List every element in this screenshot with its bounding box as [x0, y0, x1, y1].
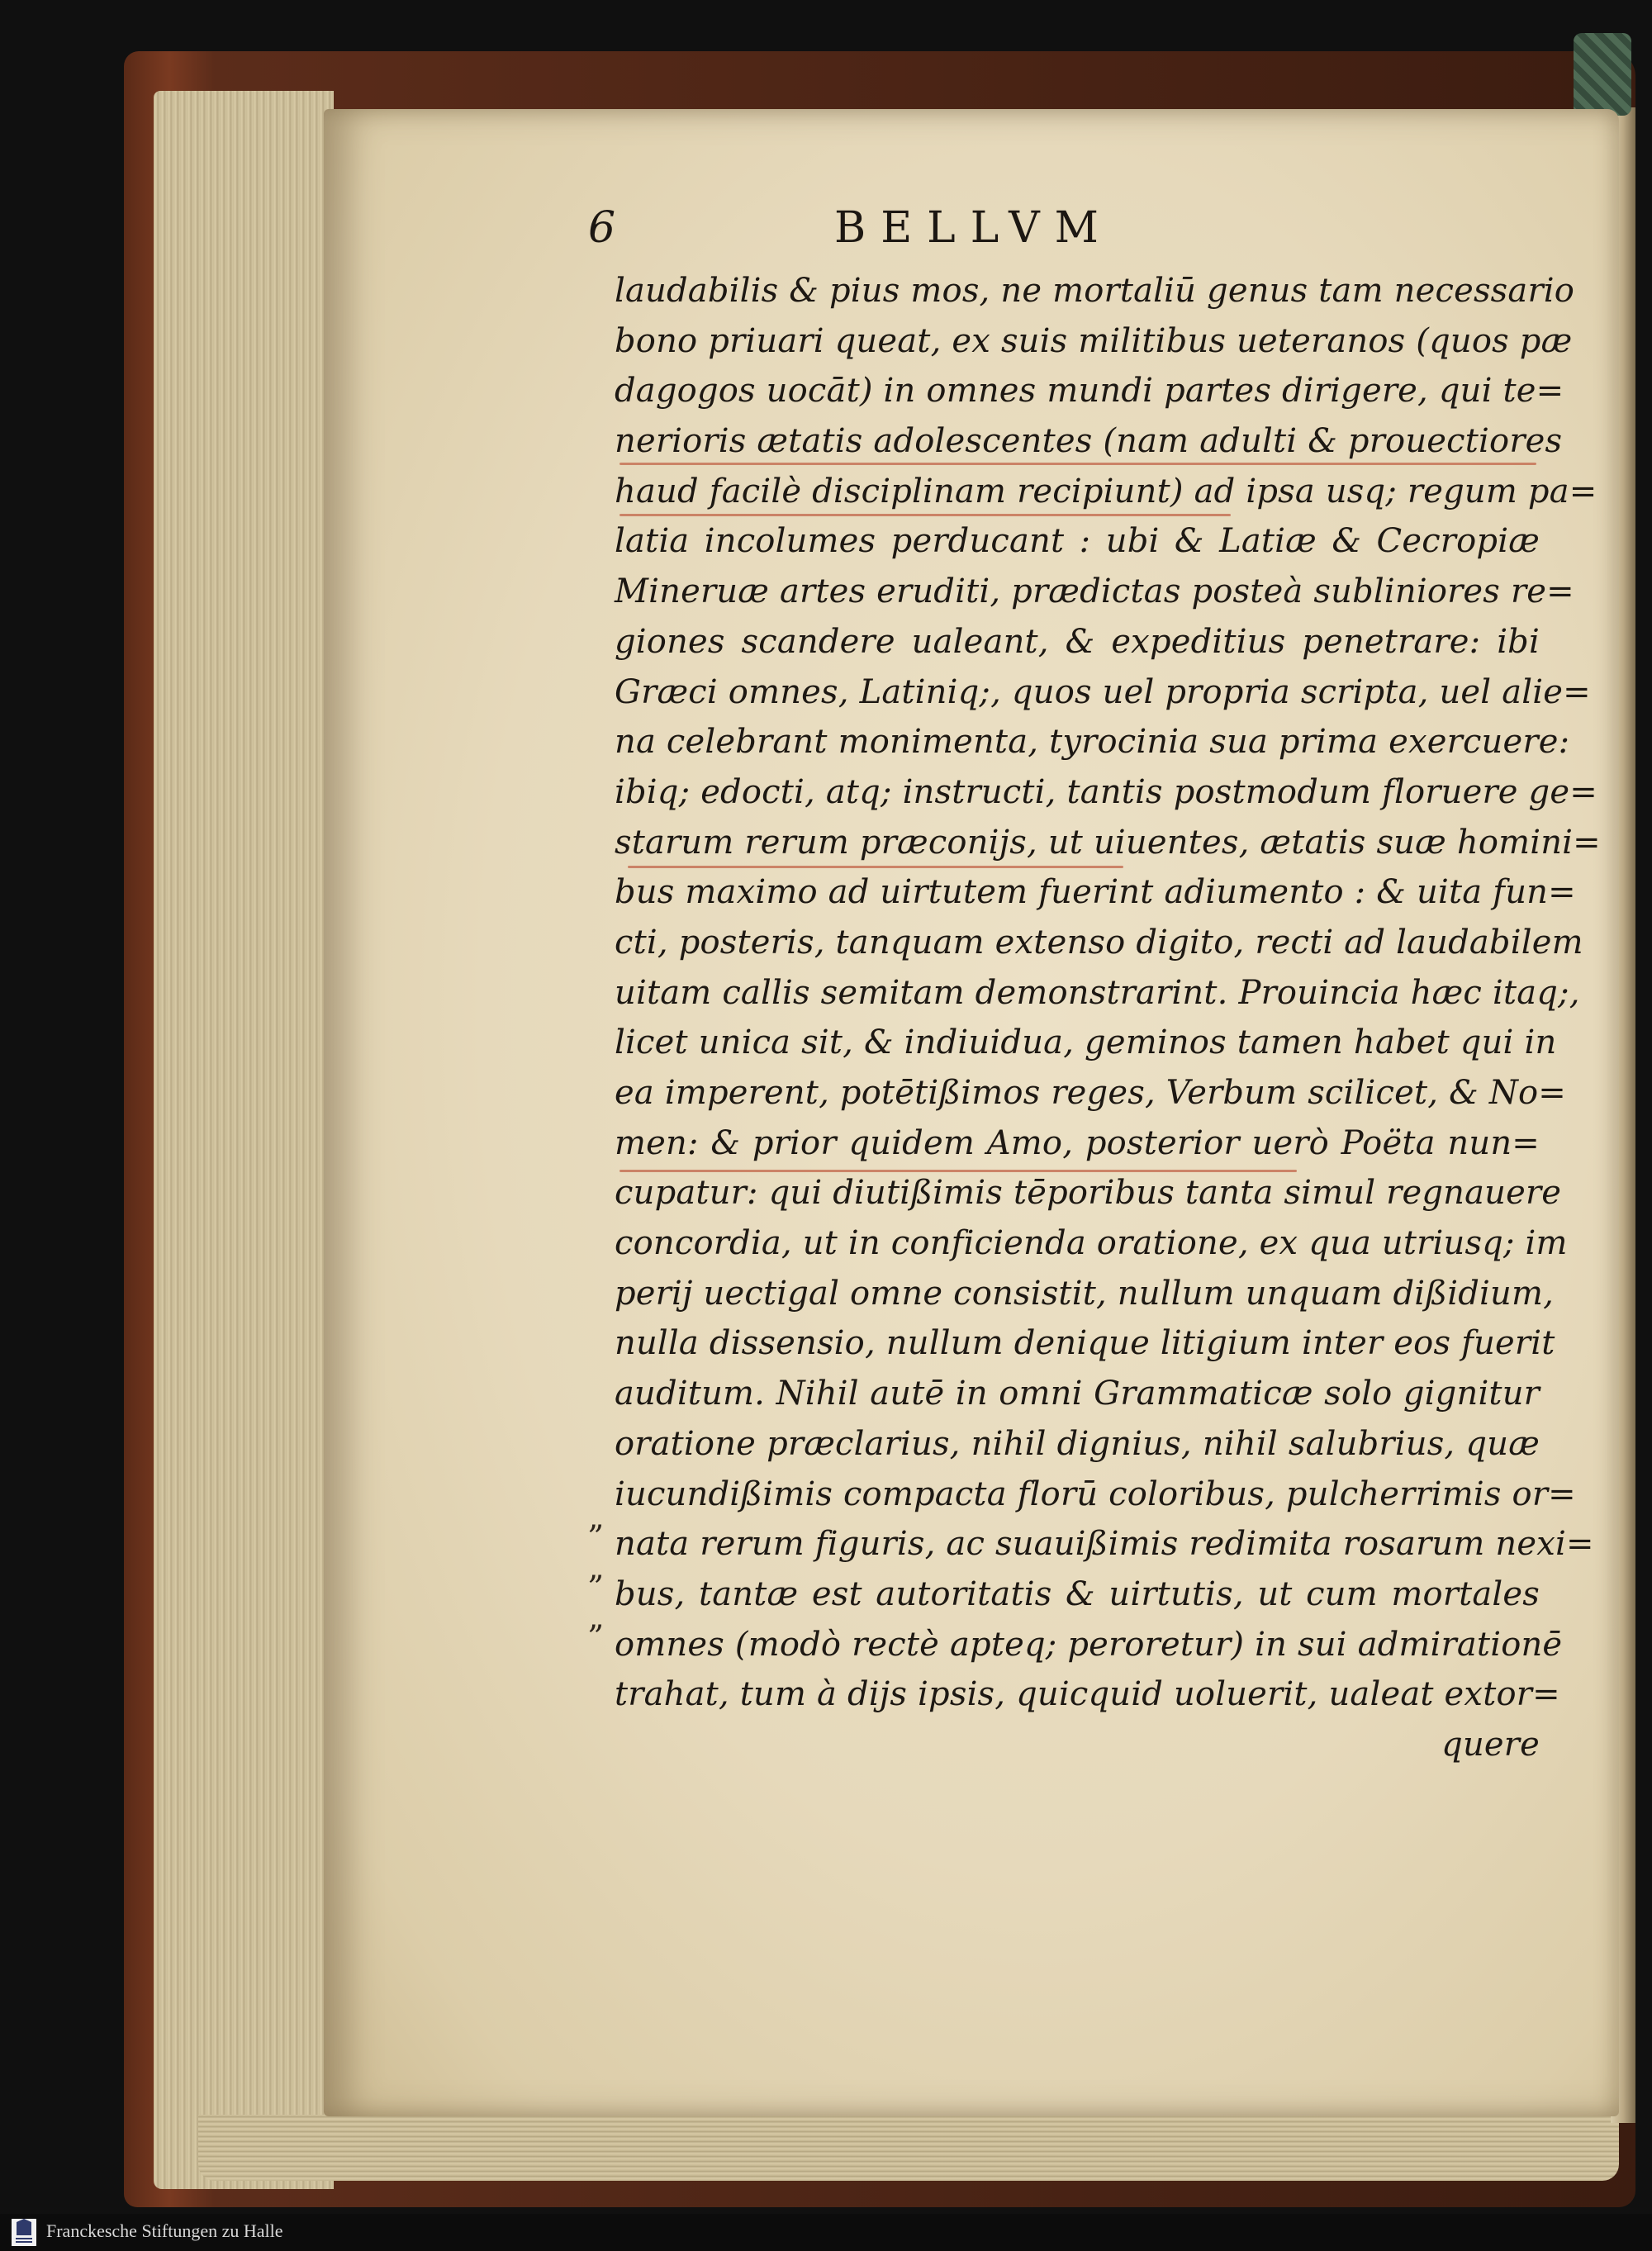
text-line: auditum. Nihil autē in omni Grammaticæ solo gignitur — [615, 1375, 1540, 1413]
text-line: uitam callis semitam demonstrarint. Prouincia hæc itaq;, — [615, 973, 1580, 1012]
text-line: haud facilè disciplinam recipiunt) ad ipsa usq; regum pa= — [615, 472, 1597, 511]
text-line: licet unica sit, & indiuidua, geminos tamen habet qui in — [615, 1023, 1557, 1062]
text-line: concordia, ut in conficienda oratione, ex qua utriusq; im — [615, 1224, 1568, 1263]
text-line: ibiq; edocti, atq; instructi, tantis postmodum floruere ge= — [615, 772, 1597, 811]
footer-bar — [0, 2214, 1652, 2251]
text-line: omnes (modò rectè apteq; peroretur) in sui admirationē — [615, 1625, 1563, 1664]
text-line: nerioris ætatis adolescentes (nam adulti & prouectiores — [615, 422, 1563, 461]
text-line: bus maximo ad uirtutem fuerint adiumento : & uita fun= — [615, 873, 1576, 912]
text-line: Mineruæ artes eruditi, prædictas posteà subliniores re= — [615, 572, 1574, 611]
text-line: nata rerum figuris, ac suauißimis redimita rosarum nexi= — [615, 1525, 1594, 1564]
text-line: quere — [1441, 1725, 1540, 1764]
text-line: Græci omnes, Latiniq;, quos uel propria scripta, uel alie= — [615, 672, 1591, 711]
text-line: ea imperent, potētißimos reges, Verbum scilicet, & No= — [615, 1074, 1567, 1112]
text-line: starum rerum præconijs, ut uiuentes, ætatis suæ homini= — [615, 823, 1601, 862]
reader-underline — [620, 463, 1536, 465]
text-block — [615, 266, 1601, 1770]
institution-name: Franckesche Stiftungen zu Halle — [46, 2220, 283, 2241]
text-line: giones scandere ualeant, & expeditius penetrare: ibi — [615, 622, 1540, 661]
text-line: cti, posteris, tanquam extenso digito, recti ad laudabilem — [615, 923, 1583, 962]
quotation-marker: „ — [588, 1499, 605, 1536]
francke-foundations-logo-icon — [12, 2219, 36, 2246]
page-edges-left — [154, 91, 334, 2189]
text-line: iucundißimis compacta florū coloribus, pulcherrimis or= — [615, 1475, 1576, 1513]
quotation-marker: „ — [588, 1549, 605, 1586]
text-line: men: & prior quidem Amo, posterior uerò Poëta nun= — [615, 1123, 1540, 1162]
text-line: trahat, tum à dijs ipsis, quicquid uoluerit, ualeat extor= — [615, 1675, 1560, 1714]
text-line: perij uectigal omne consistit, nullum unquam dißidium, — [615, 1274, 1555, 1313]
text-line: na celebrant monimenta, tyrocinia sua prima exercuere: — [615, 723, 1570, 762]
text-line: laudabilis & pius mos, ne mortaliū genus tam necessario — [615, 272, 1575, 310]
text-line: latia incolumes perducant : ubi & Latiæ & Cecropiæ — [615, 522, 1540, 561]
page-edges-bottom — [198, 2115, 1619, 2181]
text-line: cupatur: qui diutißimis tēporibus tanta simul regnauere — [615, 1174, 1562, 1213]
running-head: BELLVM — [834, 203, 1113, 253]
reader-underline — [620, 1170, 1297, 1172]
bookmark-ribbon — [1574, 33, 1631, 116]
reader-underline — [620, 514, 1231, 516]
page-number: 6 — [588, 203, 616, 253]
text-line: nulla dissensio, nullum denique litigium inter eos fuerit — [615, 1324, 1555, 1363]
text-line: oratione præclarius, nihil dignius, nihil salubrius, quæ — [615, 1424, 1540, 1463]
text-line: bus, tantæ est autoritatis & uirtutis, ut cum mortales — [615, 1574, 1540, 1613]
margin-markers — [588, 1493, 605, 1643]
quotation-marker: „ — [588, 1599, 605, 1636]
text-line: dagogos uocāt) in omnes mundi partes dirigere, qui te= — [615, 372, 1564, 411]
reader-underline — [628, 866, 1123, 868]
text-line: bono priuari queat, ex suis militibus ueteranos (quos pæ — [615, 321, 1573, 360]
